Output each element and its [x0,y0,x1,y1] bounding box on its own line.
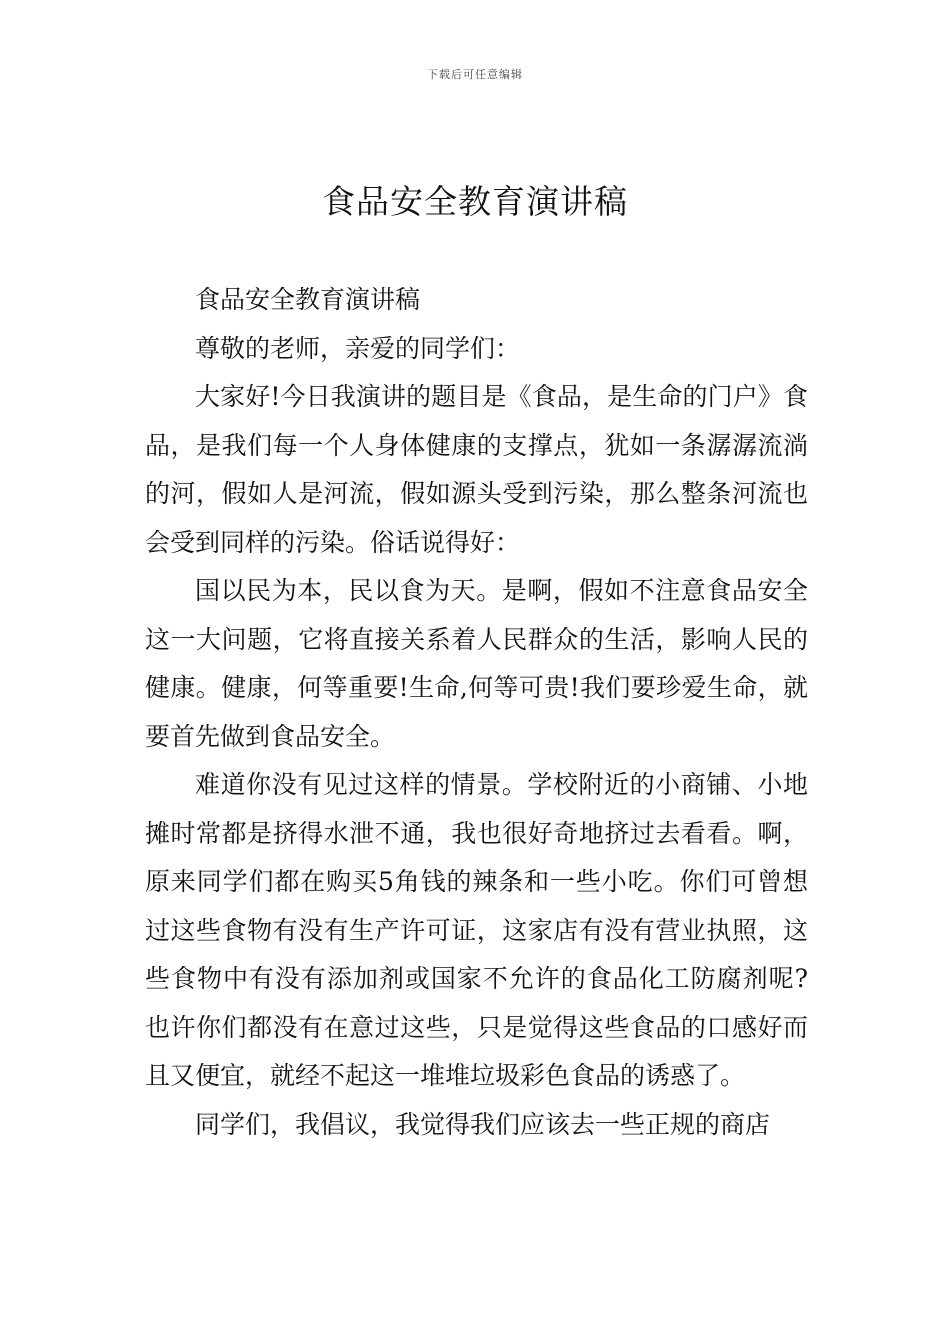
paragraph-salutation: 尊敬的老师，亲爱的同学们： [195,333,521,363]
document-title: 食品安全教育演讲稿 [322,182,628,221]
paragraph: 难道你没有见过这样的情景。学校附近的小商铺、小地摊时常都是挤得水泄不通，我也很好奇地挤过去看看。啊，原来同学们都在购买5角钱的辣条和一些小吃。你们可曾想过这些食物有没有生产许可证，这家店有没有营业执照，这些食物中有没有添加剂或国家不允许的食品化工防腐剂呢?也许你们都没有在意过这些，只是觉得这些食品的口感好而且又便宜，就经不起这一堆堆垃圾彩色食品的诱惑了。 [145,770,808,1090]
paragraph-subtitle: 食品安全教育演讲稿 [195,285,421,314]
header-note: 下载后可任意编辑 [427,68,523,81]
document-body [145,276,808,1149]
paragraph: 同学们，我倡议，我觉得我们应该去一些正规的商店 [195,1109,771,1139]
paragraph: 国以民为本，民以食为天。是啊，假如不注意食品安全这一大问题，它将直接关系着人民群众的生活，影响人民的健康。健康，何等重要!生命,何等可贵!我们要珍爱生命，就要首先做到食品安全。 [145,576,808,751]
paragraph: 大家好!今日我演讲的题目是《食品，是生命的门户》食品，是我们每一个人身体健康的支撑点，犹如一条潺潺流淌的河，假如人是河流，假如源头受到污染，那么整条河流也会受到同样的污染。俗话说得好： [145,382,808,557]
